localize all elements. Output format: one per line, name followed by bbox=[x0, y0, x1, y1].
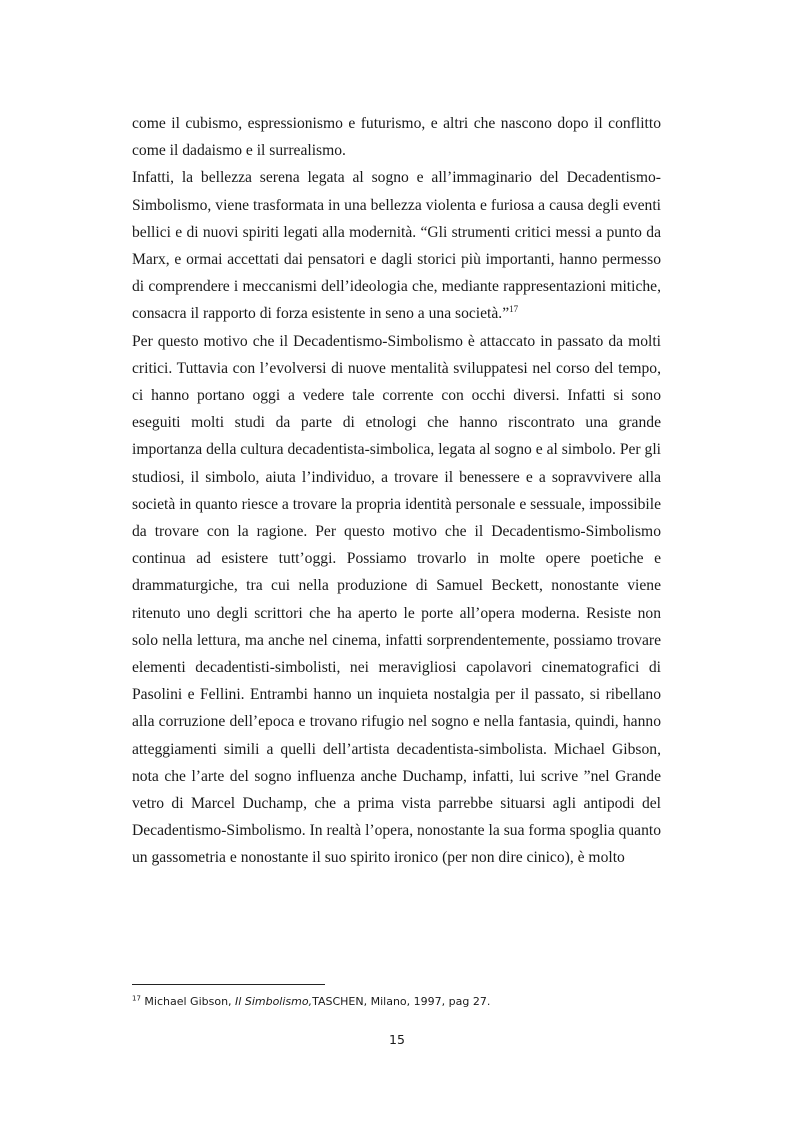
footnote-title: Il Simbolismo, bbox=[235, 995, 313, 1008]
footnote-reference[interactable]: 17 bbox=[509, 304, 519, 315]
footnote-publication: TASCHEN, Milano, 1997, pag 27. bbox=[312, 995, 491, 1008]
paragraph-3: Per questo motivo che il Decadentismo-Simbolismo è attaccato in passato da molti critici. Tuttavia con l’evolversi di nuove mentalità sviluppatesi nel corso del tempo, ci hanno portano oggi a vedere tale corrente con occhi diversi. Infatti si sono eseguiti molti studi da parte di etnologi che hanno riscontrato una grande importanza della cultura decadentista-simbolica, legata al sogno e al simbolo. Per gli studiosi, il simbolo, aiuta l’individuo, a trovare il benessere e a sopravvivere alla società in quanto riesce a trovare la propria identità personale e sessuale, impossibile da trovare con la ragione. Per questo motivo che il Decadentismo-Simbolismo continua ad esistere tutt’oggi. Possiamo trovarlo in molte opere poetiche e drammaturgiche, tra cui nella produzione di Samuel Beckett, nonostante viene ritenuto uno degli scrittori che ha aperto le porte all’opera moderna. Resiste non solo nella lettura, ma anche nel cinema, infatti sorprendentemente, possiamo trovare elementi decadentisti-simbolisti, nei meravigliosi capolavori cinematografici di Pasolini e Fellini. Entrambi hanno un inquieta nostalgia per il passato, si ribellano alla corruzione dell’epoca e trovano rifugio nel sogno e nella fantasia, quindi, hanno atteggiamenti simili a quelli dell’artista decadentista-simbolista. Michael Gibson, nota che l’arte del sogno influenza anche Duchamp, infatti, lui scrive ”nel Grande vetro di Marcel Duchamp, che a prima vista parrebbe situarsi agli antipodi del Decadentismo-Simbolismo. In realtà l’opera, nonostante la sua forma spoglia quanto un gassometria e nonostante il suo spirito ironico (per non dire cinico), è molto bbox=[132, 332, 661, 867]
paragraph-2 bbox=[132, 164, 661, 327]
footnote-author: Michael Gibson, bbox=[144, 995, 232, 1008]
paragraph-2-text: Infatti, la bellezza serena legata al sogno e all’immaginario del Decadentismo-Simbolismo, viene trasformata in una bellezza violenta e furiosa a causa degli eventi bellici e di nuovi spiriti legati alla modernità. “Gli strumenti critici messi a punto da Marx, e ormai accettati dai pensatori e dagli storici più importanti, hanno permesso di comprendere i meccanismi dell’ideologia che, mediante rappresentazioni mitiche, consacra il rapporto di forza esistente in seno a una società.” bbox=[132, 169, 661, 323]
footnote bbox=[132, 994, 661, 1009]
body-text bbox=[132, 110, 661, 872]
paragraph-1: come il cubismo, espressionismo e futurismo, e altri che nascono dopo il conflitto come il dadaismo e il surrealismo. bbox=[132, 115, 661, 160]
footnote-number: 17 bbox=[132, 994, 141, 1003]
page-number: 15 bbox=[389, 1032, 405, 1047]
footnote-separator bbox=[132, 984, 325, 985]
